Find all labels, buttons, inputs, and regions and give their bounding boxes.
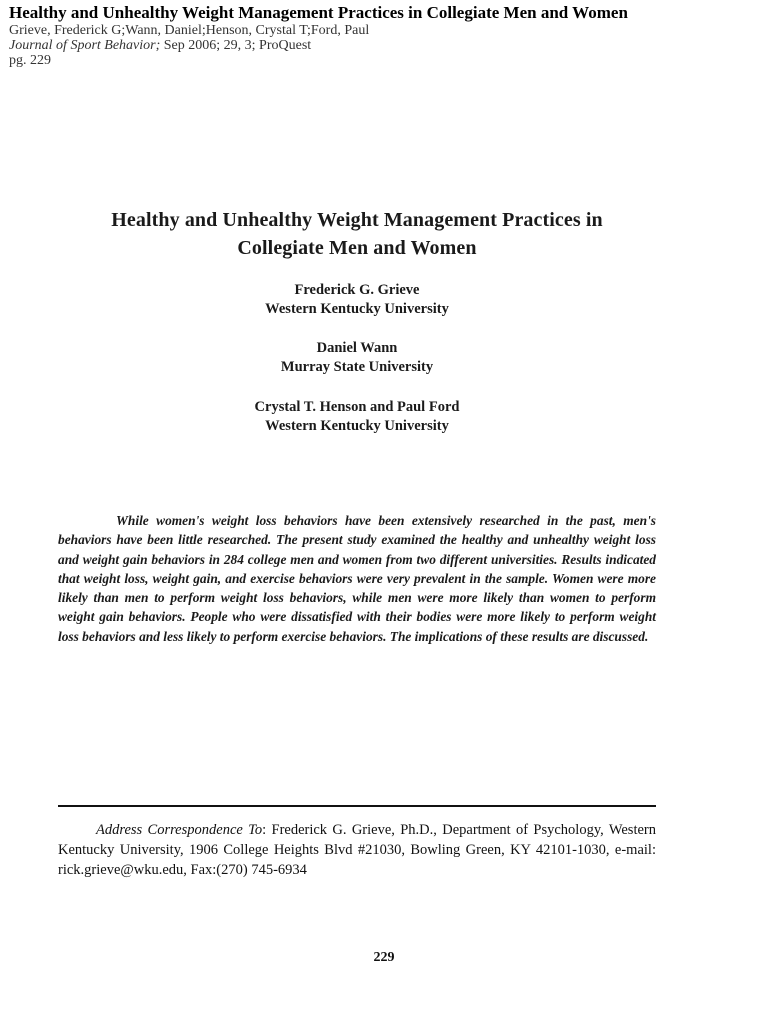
footnote-divider <box>58 805 656 807</box>
correspondence-address <box>58 820 656 880</box>
author-name: Frederick G. Grieve <box>294 282 420 298</box>
article-title-line-1: Healthy and Unhealthy Weight Management Practices in <box>111 209 603 231</box>
header-title: Healthy and Unhealthy Weight Management Practices in Collegiate Men and Women <box>9 3 628 22</box>
document-header <box>9 3 759 68</box>
header-journal: Journal of Sport Behavior; <box>9 38 161 53</box>
author-name: Crystal T. Henson and Paul Ford <box>254 399 460 415</box>
author-affiliation: Murray State University <box>280 359 434 375</box>
article-title-line-2: Collegiate Men and Women <box>237 237 477 259</box>
address-body: : Frederick G. Grieve, Ph.D., Department of Psychology, Western Kentucky University, 1906 College Heights Blvd #21030, Bowling Green, KY 42101-1030, e-mail: rick.grieve@wku.edu, Fax:(270) 745-6934 <box>58 822 656 878</box>
header-issue: Sep 2006; 29, 3; ProQuest <box>160 38 312 53</box>
header-authors: Grieve, Frederick G;Wann, Daniel;Henson, Crystal T;Ford, Paul <box>9 23 370 38</box>
author-affiliation: Western Kentucky University <box>265 418 449 434</box>
author-block-1 <box>58 281 656 319</box>
author-block-2 <box>58 339 656 377</box>
abstract-text: While women's weight loss behaviors have been extensively researched in the past, men's behaviors have been little researched. The present study examined the healthy and unhealthy weight loss and weight gain behaviors in 284 college men and women from two different universities. Results indicated that weight loss, weight gain, and exercise behaviors were very prevalent in the sample. Women were more likely than men to perform weight loss behaviors, while men were more likely than women to perform weight gain behaviors. People who were dissatisfied with their bodies were more likely to perform weight loss behaviors and less likely to perform exercise behaviors. The implications of these results are discussed. <box>58 513 656 644</box>
article-title <box>58 206 656 262</box>
page-number: 229 <box>373 950 395 965</box>
address-lead: Address Correspondence To <box>96 822 263 838</box>
author-name: Daniel Wann <box>316 340 398 356</box>
author-block-3 <box>58 398 656 436</box>
header-page: pg. 229 <box>9 53 51 68</box>
header-citation <box>9 38 759 53</box>
author-affiliation: Western Kentucky University <box>265 301 449 317</box>
